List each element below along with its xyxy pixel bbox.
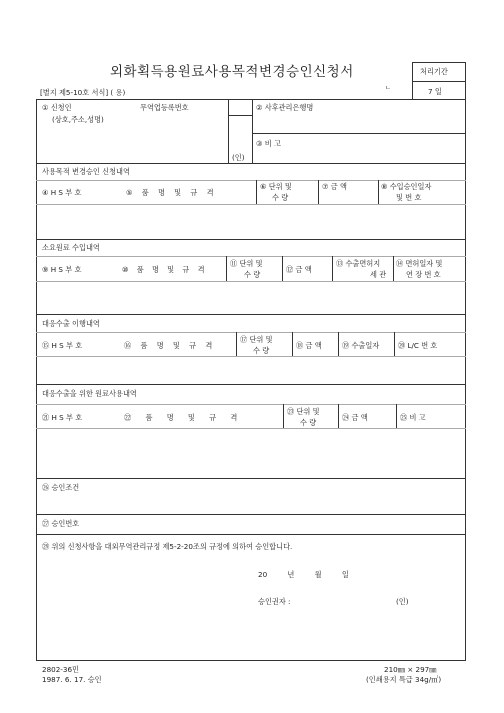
form-reference: [별지 제5-10호 서식] ( 용)	[40, 88, 126, 97]
usage-col-name: ㉒ 품 명 및 규 격	[124, 413, 238, 422]
approval-conditions-label: ㉖ 승인조건	[42, 483, 80, 492]
form-title: 외화획득용원료사용목적변경승인신청서	[110, 64, 354, 80]
section-divider	[36, 239, 466, 240]
divider	[412, 81, 466, 82]
divider	[338, 332, 339, 356]
import-col-license-date: ⑭ 면허일자 및	[396, 259, 443, 268]
substitute-col-export-date: ⑲ 수출일자	[342, 341, 380, 350]
import-col-customs: 세 관	[370, 270, 387, 279]
approval-statement: ㉘ 위의 신청사항을 대외무역관리규정 제5-2-20조의 규정에 의하여 승인합니다.	[42, 542, 293, 551]
approver-seal: (인)	[396, 597, 409, 606]
approval-date: 20 년 월 일	[258, 570, 349, 579]
divider	[36, 356, 466, 357]
divider	[332, 256, 333, 281]
substitute-col-amount: ⑱ 금 액	[296, 341, 322, 350]
purpose-col-approval-no: 및 번 호	[396, 193, 422, 202]
section-divider	[36, 314, 466, 315]
divider	[396, 404, 397, 428]
divider	[256, 180, 257, 204]
import-col-amount: ⑫ 금 액	[286, 265, 312, 274]
section-divider	[36, 163, 466, 164]
purpose-col-qty: 수 량	[272, 193, 289, 202]
substitute-section-title: 대응수출 이행내역	[42, 319, 100, 328]
usage-section-title: 대응수출을 위한 원료사용내역	[42, 389, 137, 398]
paper-size: 210㎜ × 297㎜	[384, 665, 437, 674]
import-col-hs: ⑨ H S 부 호	[42, 265, 82, 274]
section-divider	[36, 514, 466, 515]
divider	[36, 180, 466, 181]
trade-reg-label: 무역업등록번호	[140, 103, 189, 112]
purpose-col-unit: ⑥ 단위 및	[260, 182, 292, 191]
divider	[318, 180, 319, 204]
divider	[252, 133, 466, 134]
substitute-col-qty: 수 량	[253, 346, 270, 355]
import-col-qty: 수 량	[244, 270, 261, 279]
usage-col-qty: 수 량	[300, 418, 317, 427]
applicant-label: ① 신청인	[42, 103, 72, 112]
usage-col-hs: ㉑ H S 부 호	[42, 413, 83, 422]
divider	[228, 99, 229, 163]
purpose-col-hs: ④ H S 부 호	[42, 188, 82, 197]
divider	[36, 256, 466, 257]
section-divider	[36, 534, 466, 535]
substitute-col-name: ⑯ 품 명 및 규 격	[124, 341, 213, 350]
usage-col-amount: ㉔ 금 액	[342, 413, 368, 422]
purpose-col-amount: ⑦ 금 액	[322, 182, 347, 191]
remarks-label: ③ 비 고	[256, 139, 281, 148]
bank-label: ② 사후관리은행명	[256, 103, 314, 112]
divider	[338, 404, 339, 428]
usage-col-remarks: ㉕ 비 고	[400, 413, 426, 422]
approval-info: 1987. 6. 17. 승인	[42, 675, 102, 684]
applicant-sub-label: (상호,주소,성명)	[52, 115, 104, 124]
divider	[393, 256, 394, 281]
import-col-unit: ⑪ 단위 및	[230, 259, 263, 268]
divider	[36, 428, 466, 429]
divider	[36, 204, 466, 205]
mark: ㄴ	[385, 85, 391, 92]
divider	[394, 332, 395, 356]
import-section-title: 소요원료 수입내역	[42, 243, 100, 252]
processing-value: 7 일	[428, 87, 442, 96]
applicant-seal: (인)	[232, 153, 245, 162]
divider	[252, 99, 253, 163]
divider	[36, 281, 466, 282]
processing-label: 처리기간	[420, 67, 448, 76]
substitute-col-lc-no: ⑳ L/C 번 호	[398, 341, 438, 350]
divider	[36, 332, 466, 333]
paper-type: (인쇄용지 특급 34g/㎡)	[366, 675, 442, 684]
divider	[378, 180, 379, 204]
purpose-section-title: 사용목적 변경승인 신청내역	[42, 167, 130, 176]
divider	[292, 332, 293, 356]
usage-col-unit: ㉓ 단위 및	[287, 407, 320, 416]
approver-label: 승인권자 :	[258, 597, 291, 606]
divider	[228, 115, 252, 116]
form-code: 2802-36민	[42, 665, 79, 674]
substitute-col-unit: ⑰ 단위 및	[240, 335, 273, 344]
approval-number-label: ㉗ 승인번호	[42, 519, 80, 528]
import-col-export-license: ⑬ 수출면허지	[336, 259, 381, 268]
purpose-col-approval-date: ⑧ 수입승인일자	[381, 182, 432, 191]
import-col-name: ⑩ 품 명 및 규 격	[122, 265, 205, 274]
divider	[283, 404, 284, 428]
section-divider	[36, 384, 466, 385]
divider	[282, 256, 283, 281]
import-col-extension-no: 연 장 번 호	[406, 270, 441, 279]
substitute-col-hs: ⑮ H S 부 호	[42, 341, 83, 350]
purpose-col-name: ⑤ 품 명 및 규 격	[126, 188, 214, 197]
divider	[226, 256, 227, 281]
divider	[36, 404, 466, 405]
divider	[236, 332, 237, 356]
section-divider	[36, 478, 466, 479]
